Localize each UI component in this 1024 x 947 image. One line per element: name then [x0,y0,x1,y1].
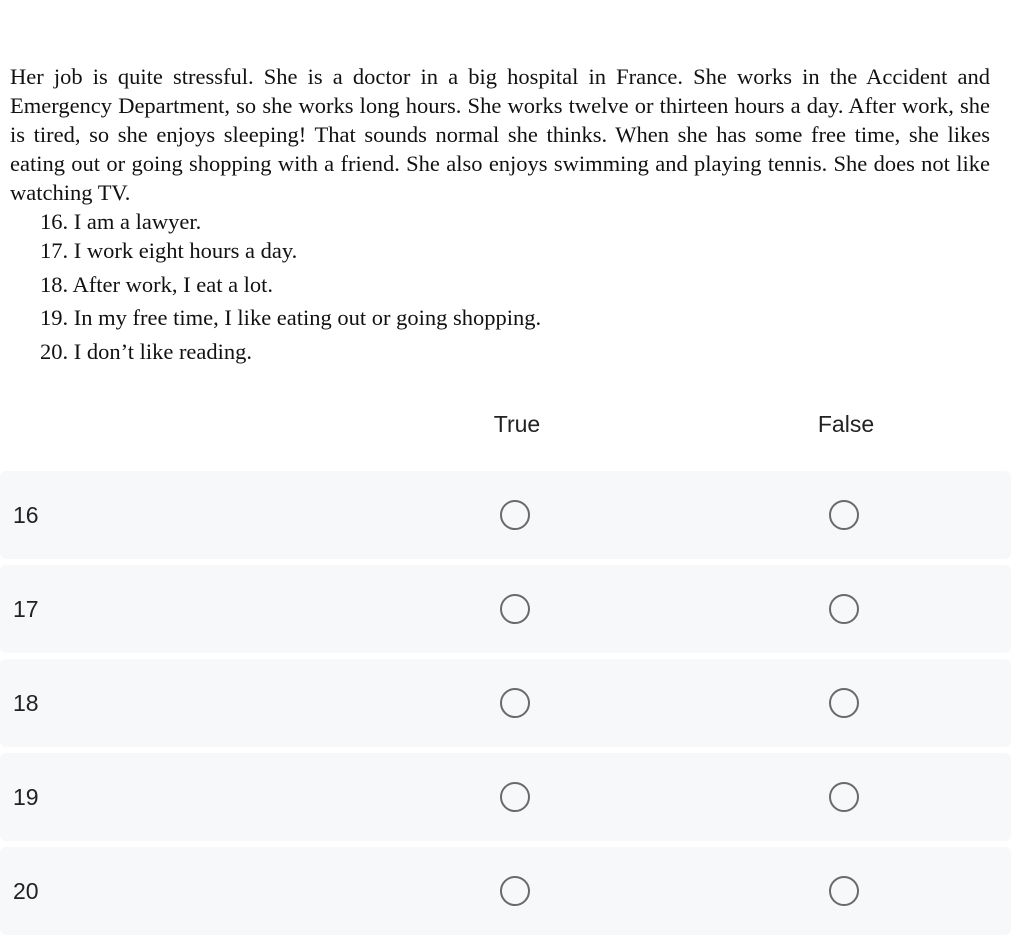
radio-true-16[interactable] [500,500,530,530]
reading-passage-block [10,62,990,370]
row-label: 17 [13,596,39,622]
statement-item: 20. I don’t like reading. [40,338,253,364]
radio-true-20[interactable] [500,876,530,906]
column-header-true: True [493,411,541,437]
radio-false-18[interactable] [829,688,859,718]
statement-item: 19. In my free time, I like eating out or going shopping. [40,305,542,330]
radio-false-16[interactable] [829,500,859,530]
radio-false-17[interactable] [829,594,859,624]
radio-false-19[interactable] [829,782,859,812]
row-label: 19 [13,784,39,810]
grid-row [0,471,1011,559]
grid-row [0,847,1011,935]
reading-passage: Her job is quite stressful. She is a doctor in a big hospital in France. She works in the Accident and Emergency Department, so she works long hours. She works twelve or thirteen hours a day. After work, she is tired, so she enjoys sleeping! That sounds normal she thinks. When she has some free time, she likes eating out or going shopping with a friend. She also enjoys swimming and playing tennis. She does not like watching TV. [10,64,990,205]
radio-true-17[interactable] [500,594,530,624]
row-label: 18 [13,690,39,716]
row-label: 16 [13,502,39,528]
grid-column-header [0,411,1024,443]
statement-item: 18. After work, I eat a lot. [40,271,274,297]
row-label: 20 [13,878,39,904]
radio-true-18[interactable] [500,688,530,718]
radio-false-20[interactable] [829,876,859,906]
grid-row [0,565,1011,653]
grid-row [0,659,1011,747]
grid-row [0,753,1011,841]
statement-item: 17. I work eight hours a day. [40,238,298,263]
statement-list [10,207,990,370]
statement-item: 16. I am a lawyer. [40,209,202,234]
radio-true-19[interactable] [500,782,530,812]
column-header-false: False [817,411,875,437]
